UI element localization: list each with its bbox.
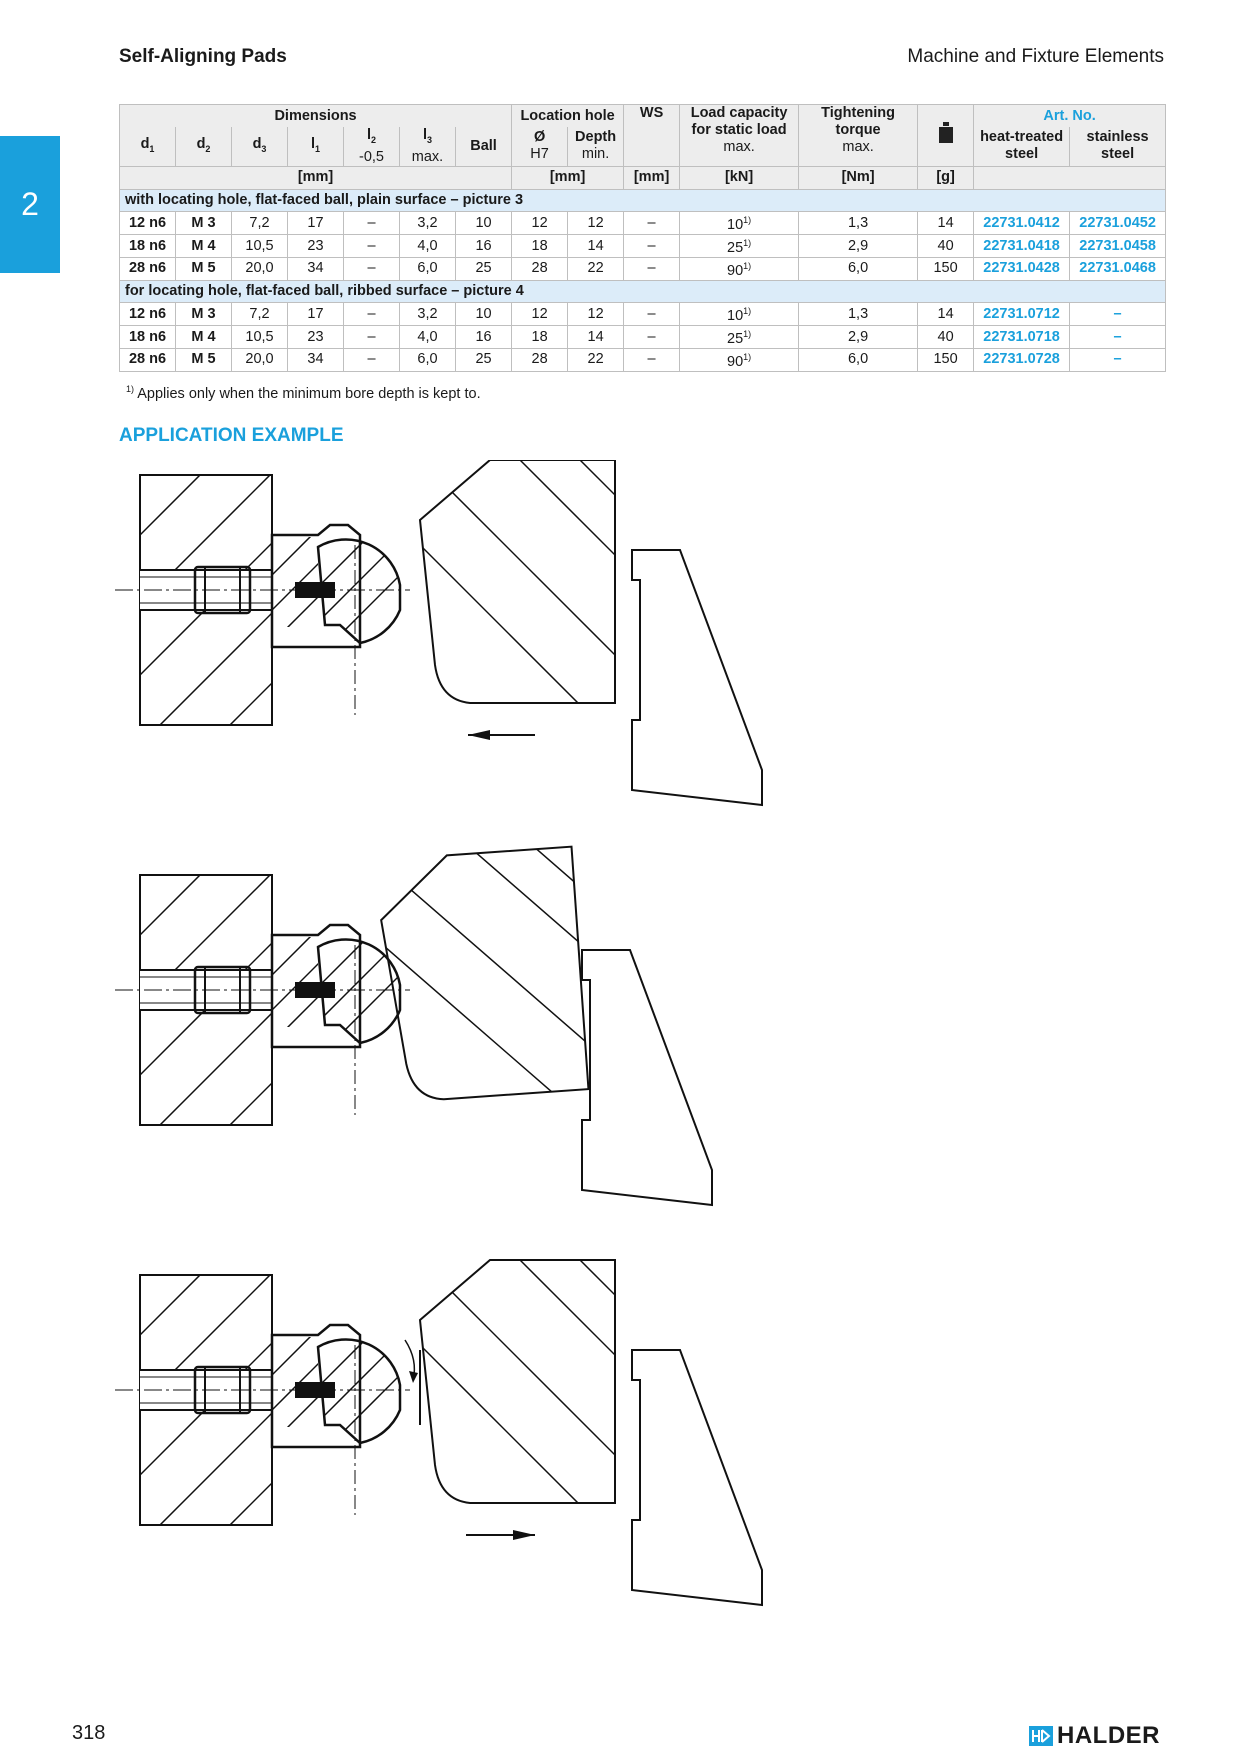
cell-ball: 25 — [456, 349, 512, 372]
cell-torque: 2,9 — [799, 326, 918, 349]
cell-l3: 3,2 — [400, 303, 456, 326]
col-stainless: stainless steel — [1070, 127, 1166, 166]
cell-d1: 28 n6 — [120, 349, 176, 372]
page-title: Self-Aligning Pads — [119, 46, 287, 67]
col-d2: $d_2$ — [176, 127, 232, 166]
unit-location: [mm] — [512, 166, 624, 189]
cell-d3: 20,0 — [232, 349, 288, 372]
cell-ws: – — [624, 212, 680, 235]
unit-dimensions: [mm] — [120, 166, 512, 189]
col-depth: Depth min. — [568, 127, 624, 166]
cell-d3: 10,5 — [232, 326, 288, 349]
cell-torque: 2,9 — [799, 235, 918, 258]
col-d1: $d_1$ — [120, 127, 176, 166]
cell-load: 25$^{1)}$ — [680, 235, 799, 258]
cell-ball: 16 — [456, 326, 512, 349]
cell-dia: 12 — [512, 212, 568, 235]
cell-ws: – — [624, 303, 680, 326]
cell-depth: 12 — [568, 303, 624, 326]
cell-ws: – — [624, 258, 680, 281]
halder-logo-icon — [1029, 1726, 1053, 1746]
cell-l2: – — [344, 303, 400, 326]
cell-d1: 28 n6 — [120, 258, 176, 281]
section-title: for locating hole, flat-faced ball, ribbed surface – picture 4 — [120, 280, 1166, 303]
cell-d2: M 4 — [176, 326, 232, 349]
torque-header: Tightening torque max. — [799, 105, 918, 167]
art-no-header: Art. No. — [974, 105, 1166, 128]
cell-depth: 14 — [568, 326, 624, 349]
cell-torque: 6,0 — [799, 349, 918, 372]
cell-d3: 20,0 — [232, 258, 288, 281]
cell-l1: 17 — [288, 303, 344, 326]
ws-header: WS — [624, 105, 680, 167]
cell-load: 25$^{1)}$ — [680, 326, 799, 349]
col-l2: $l_2$ -0,5 — [344, 127, 400, 166]
unit-ws: [mm] — [624, 166, 680, 189]
cell-d2: M 4 — [176, 235, 232, 258]
chapter-tab[interactable]: 2 — [0, 136, 60, 273]
load-header: Load capacity for static load max. — [680, 105, 799, 167]
cell-weight: 14 — [918, 303, 974, 326]
cell-depth: 22 — [568, 258, 624, 281]
dimensions-header: Dimensions — [120, 105, 512, 128]
cell-weight: 14 — [918, 212, 974, 235]
cell-l3: 6,0 — [400, 258, 456, 281]
cell-d1: 18 n6 — [120, 326, 176, 349]
cell-l2: – — [344, 326, 400, 349]
footnote: $^{1)}$ Applies only when the minimum bore depth is kept to. — [126, 384, 481, 402]
cell-l1: 17 — [288, 212, 344, 235]
dimensions-table — [119, 104, 1166, 372]
cell-art1[interactable]: 22731.0712 — [974, 303, 1070, 326]
col-diameter: Ø H7 — [512, 127, 568, 166]
technical-drawing — [0, 460, 1240, 1710]
col-d3: $d_3$ — [232, 127, 288, 166]
brand-logo — [1029, 1722, 1160, 1750]
cell-dia: 28 — [512, 349, 568, 372]
cell-load: 90$^{1)}$ — [680, 258, 799, 281]
section-row — [120, 189, 1166, 212]
cell-torque: 6,0 — [799, 258, 918, 281]
cell-d2: M 3 — [176, 212, 232, 235]
unit-weight: [g] — [918, 166, 974, 189]
cell-d2: M 3 — [176, 303, 232, 326]
cell-l1: 34 — [288, 349, 344, 372]
unit-load: [kN] — [680, 166, 799, 189]
cell-d2: M 5 — [176, 258, 232, 281]
cell-depth: 12 — [568, 212, 624, 235]
section-title: with locating hole, flat-faced ball, plain surface – picture 3 — [120, 189, 1166, 212]
cell-l2: – — [344, 258, 400, 281]
unit-torque: [Nm] — [799, 166, 918, 189]
cell-l3: 3,2 — [400, 212, 456, 235]
cell-dia: 18 — [512, 235, 568, 258]
table-row — [120, 326, 1166, 349]
col-heat-treated: heat-treated steel — [974, 127, 1070, 166]
cell-l2: – — [344, 212, 400, 235]
cell-art1[interactable]: 22731.0428 — [974, 258, 1070, 281]
cell-art1[interactable]: 22731.0718 — [974, 326, 1070, 349]
cell-d3: 10,5 — [232, 235, 288, 258]
cell-load: 10$^{1)}$ — [680, 212, 799, 235]
section-row — [120, 280, 1166, 303]
cell-torque: 1,3 — [799, 212, 918, 235]
cell-l2: – — [344, 349, 400, 372]
cell-ball: 10 — [456, 212, 512, 235]
cell-art2[interactable]: 22731.0452 — [1070, 212, 1166, 235]
table-row — [120, 258, 1166, 281]
location-hole-header: Location hole — [512, 105, 624, 128]
cell-weight: 40 — [918, 235, 974, 258]
cell-art2[interactable]: – — [1070, 349, 1166, 372]
cell-ball: 25 — [456, 258, 512, 281]
cell-ws: – — [624, 349, 680, 372]
cell-ball: 16 — [456, 235, 512, 258]
cell-l3: 4,0 — [400, 235, 456, 258]
cell-l1: 34 — [288, 258, 344, 281]
cell-load: 10$^{1)}$ — [680, 303, 799, 326]
brand-name: HALDER — [1057, 1722, 1160, 1749]
cell-art1[interactable]: 22731.0412 — [974, 212, 1070, 235]
col-ball: Ball — [456, 127, 512, 166]
cell-dia: 28 — [512, 258, 568, 281]
cell-art2[interactable]: – — [1070, 326, 1166, 349]
cell-l1: 23 — [288, 326, 344, 349]
cell-torque: 1,3 — [799, 303, 918, 326]
cell-d1: 18 n6 — [120, 235, 176, 258]
section-title: Machine and Fixture Elements — [907, 46, 1164, 67]
application-example-title: APPLICATION EXAMPLE — [119, 425, 344, 446]
cell-weight: 150 — [918, 258, 974, 281]
cell-ws: – — [624, 326, 680, 349]
table-row — [120, 349, 1166, 372]
col-l1: $l_1$ — [288, 127, 344, 166]
cell-weight: 40 — [918, 326, 974, 349]
cell-art1[interactable]: 22731.0728 — [974, 349, 1070, 372]
cell-d2: M 5 — [176, 349, 232, 372]
cell-l1: 23 — [288, 235, 344, 258]
cell-l2: – — [344, 235, 400, 258]
table-row — [120, 212, 1166, 235]
cell-art2[interactable]: – — [1070, 303, 1166, 326]
table-row — [120, 303, 1166, 326]
cell-d3: 7,2 — [232, 303, 288, 326]
weight-icon — [918, 105, 974, 167]
col-l3: $l_3$ max. — [400, 127, 456, 166]
cell-depth: 14 — [568, 235, 624, 258]
cell-dia: 12 — [512, 303, 568, 326]
cell-d3: 7,2 — [232, 212, 288, 235]
cell-d1: 12 n6 — [120, 212, 176, 235]
cell-weight: 150 — [918, 349, 974, 372]
cell-art1[interactable]: 22731.0418 — [974, 235, 1070, 258]
cell-ball: 10 — [456, 303, 512, 326]
table-row — [120, 235, 1166, 258]
cell-art2[interactable]: 22731.0468 — [1070, 258, 1166, 281]
cell-depth: 22 — [568, 349, 624, 372]
cell-load: 90$^{1)}$ — [680, 349, 799, 372]
cell-d1: 12 n6 — [120, 303, 176, 326]
cell-l3: 4,0 — [400, 326, 456, 349]
cell-ws: – — [624, 235, 680, 258]
cell-art2[interactable]: 22731.0458 — [1070, 235, 1166, 258]
cell-dia: 18 — [512, 326, 568, 349]
cell-l3: 6,0 — [400, 349, 456, 372]
page-number: 318 — [72, 1722, 106, 1744]
